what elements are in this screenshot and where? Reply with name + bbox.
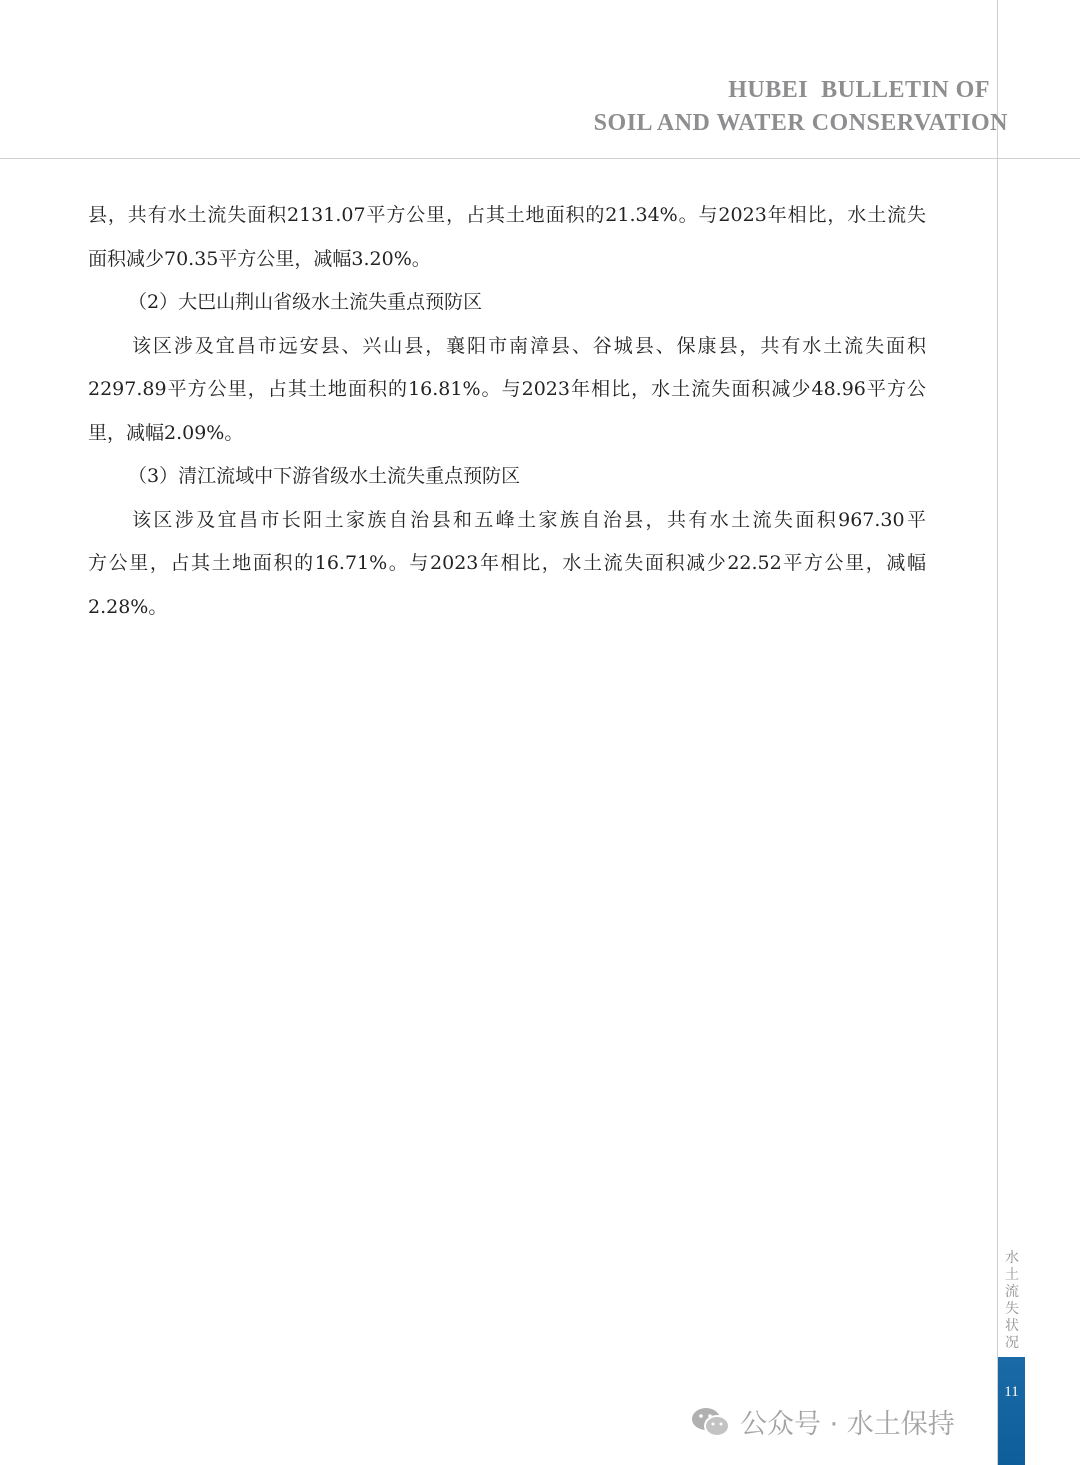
text-line: 该区涉及宜昌市长阳土家族自治县和五峰土家族自治县，共有水土流失面积967.30平 bbox=[132, 508, 926, 531]
text-line: 该区涉及宜昌市远安县、兴山县，襄阳市南漳县、谷城县、保康县，共有水土流失面积 bbox=[132, 334, 926, 357]
journal-header bbox=[593, 74, 1008, 140]
text-line: 2297.89平方公里，占其土地面积的16.81%。与2023年相比，水土流失面积减少48.96平方公 bbox=[88, 378, 926, 400]
header-rule bbox=[0, 158, 1080, 159]
watermark bbox=[690, 1402, 955, 1441]
watermark-text: 公众号 · 水土保持 bbox=[740, 1409, 955, 1440]
text-line: 面积减少70.35平方公里，减幅3.20%。 bbox=[88, 247, 431, 270]
page-tab bbox=[998, 1357, 1025, 1465]
journal-title-line2: SOIL AND WATER CONSERVATION bbox=[593, 110, 1008, 136]
subheading: （2）大巴山荆山省级水土流失重点预防区 bbox=[128, 291, 483, 313]
text-line: 里，减幅2.09%。 bbox=[88, 421, 244, 444]
text-line: 2.28%。 bbox=[88, 595, 168, 618]
wechat-icon bbox=[690, 1405, 732, 1439]
body-text bbox=[88, 194, 926, 629]
page-number: 11 bbox=[1004, 1384, 1019, 1400]
journal-title-line1: HUBEI BULLETIN OF bbox=[728, 77, 990, 103]
section-label: 水土流失状况 bbox=[1005, 1250, 1019, 1351]
subheading: （3）清江流域中下游省级水土流失重点预防区 bbox=[128, 465, 521, 487]
text-line: 方公里，占其土地面积的16.71%。与2023年相比，水土流失面积减少22.52平方公里，减幅 bbox=[88, 552, 926, 574]
text-line: 县，共有水土流失面积2131.07平方公里，占其土地面积的21.34%。与2023年相比，水土流失 bbox=[88, 204, 926, 226]
margin-rule-vertical bbox=[997, 0, 998, 1465]
